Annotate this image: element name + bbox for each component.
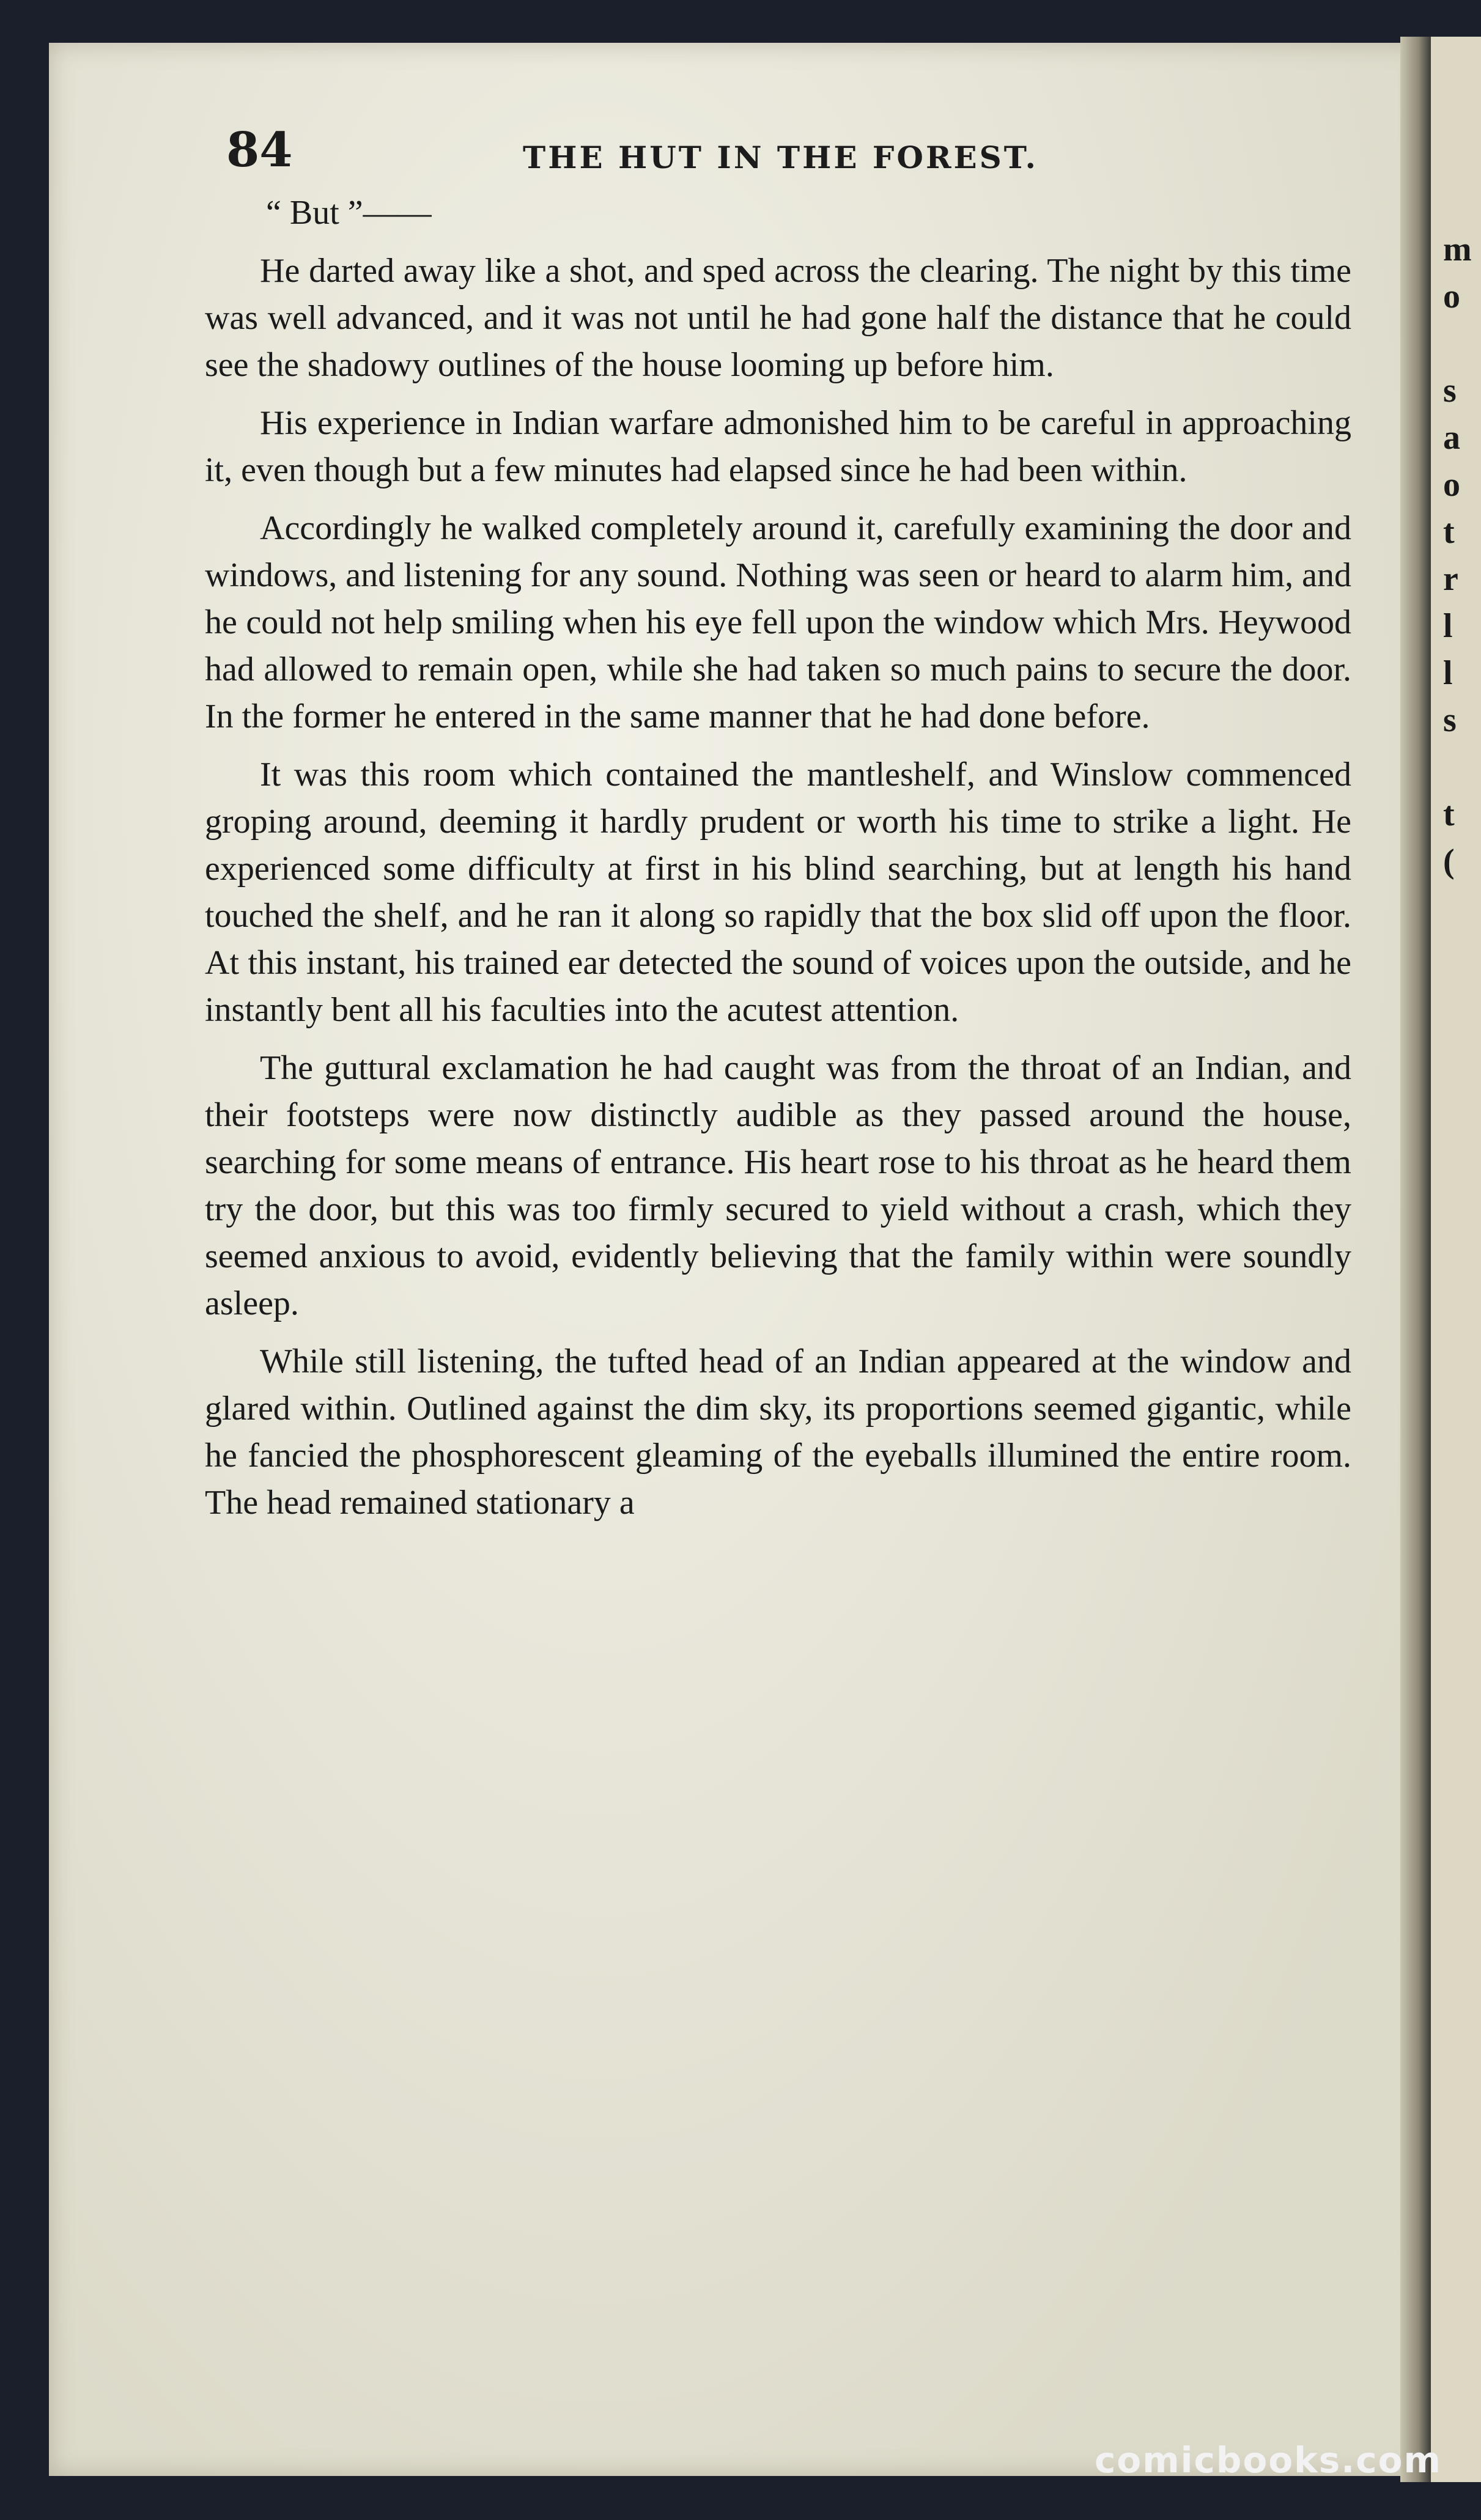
fragment xyxy=(1443,320,1480,367)
fragment: o xyxy=(1443,466,1460,504)
paragraph-3: His experience in Indian warfare admonished him to be careful in approaching it, even though but a few minutes had elapsed since he had been within. xyxy=(205,404,1351,489)
fragment: s xyxy=(1443,372,1457,410)
fragment: t xyxy=(1443,513,1455,551)
fragment: a xyxy=(1443,419,1460,457)
book-gutter xyxy=(1400,37,1431,2482)
fragment: m xyxy=(1443,230,1472,268)
body-text xyxy=(205,190,1351,1538)
site-watermark: comicbooks.com xyxy=(1095,2439,1442,2481)
fragment xyxy=(1443,744,1480,791)
page-number: 84 xyxy=(226,122,293,178)
right-page-text-fragments xyxy=(1443,226,1480,885)
paragraph-1: “ But ”—— xyxy=(266,194,432,232)
paragraph-5: It was this room which contained the mantleshelf, and Winslow commenced groping around, deeming it hardly prudent or worth his time to strike a light. He experienced some difficulty at first in his blind searching, but at length his hand touched the shelf, and he ran it along so rapidly that the box slid off upon the floor. At this instant, his trained ear detected the sound of voices upon the outside, and he instantly bent all his faculties into the acutest attention. xyxy=(205,756,1351,1029)
paragraph-4: Accordingly he walked completely around it, carefully examining the door and windows, and listening for any sound. Nothing was seen or heard to alarm him, and he could not help smiling when his eye fell upon the window which Mrs. Heywood had allowed to remain open, while she had taken so much pains to secure the door. In the former he entered in the same manner that he had done before. xyxy=(205,509,1351,735)
paragraph-2: He darted away like a shot, and sped across the clearing. The night by this time was well advanced, and it was not until he had gone half the distance that he could see the shadowy outlines of the house looming up before him. xyxy=(205,252,1351,384)
fragment: l xyxy=(1443,654,1453,692)
fragment: s xyxy=(1443,701,1457,739)
paragraph-6: The guttural exclamation he had caught was from the throat of an Indian, and their footsteps were now distinctly audible as they passed around the house, searching for some means of entrance. His heart rose to his throat as he heard them try the door, but this was too firmly secured to yield without a crash, which they seemed anxious to avoid, evidently believing that the family within were soundly asleep. xyxy=(205,1049,1351,1322)
fragment: l xyxy=(1443,607,1453,645)
paragraph-7: While still listening, the tufted head of an Indian appeared at the window and glared within. Outlined against the dim sky, its proportions seemed gigantic, while he fancied the phosphorescent gleaming of the eyeballs illumined the entire room. The head remained stationary a xyxy=(205,1343,1351,1522)
fragment: ( xyxy=(1443,842,1455,880)
page-header xyxy=(226,122,1357,196)
fragment: t xyxy=(1443,795,1455,833)
fragment: r xyxy=(1443,560,1458,598)
fragment: o xyxy=(1443,278,1460,315)
running-head: THE HUT IN THE FOREST. xyxy=(523,139,1038,175)
